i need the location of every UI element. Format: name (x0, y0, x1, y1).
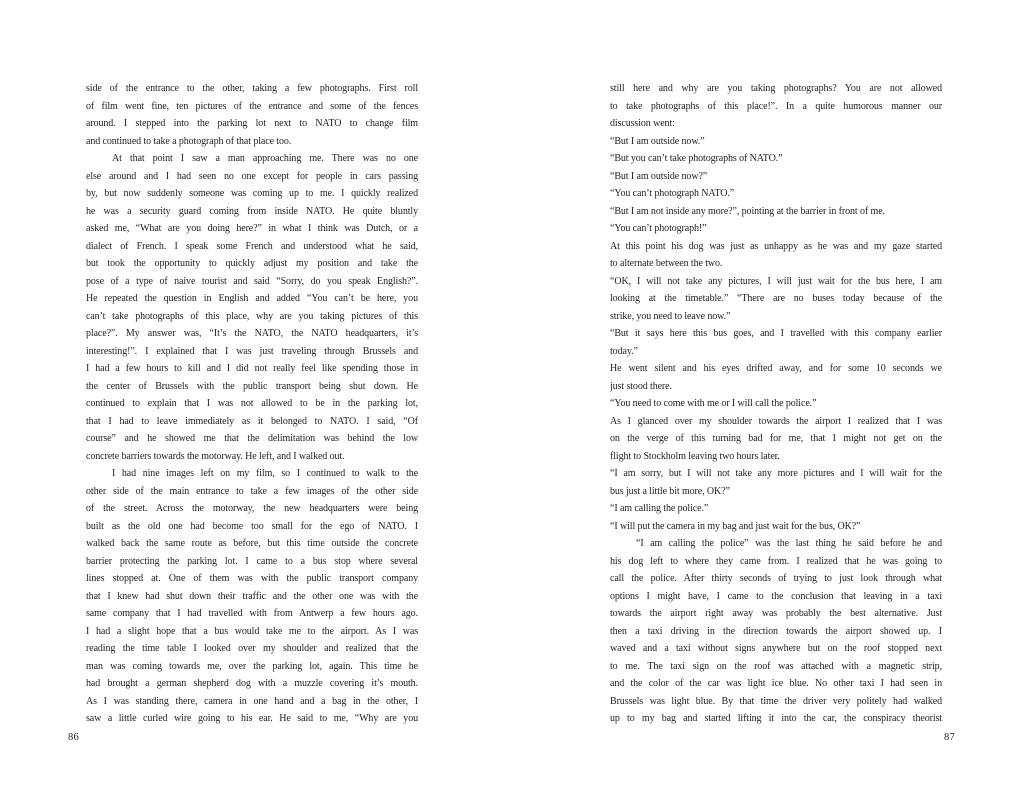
text-line: asked me, “What are you doing here?” in what I think was Dutch, or a (86, 223, 418, 234)
text-line: “But I am not inside any more?”, pointing at the barrier in front of me. (610, 205, 885, 217)
text-line: still here and why are you taking photographs? You are not allowed (610, 83, 942, 94)
text-line: “I am calling the police.” (610, 503, 709, 514)
text-line: side of the entrance to the other, taking a few photographs. First roll (86, 83, 418, 94)
text-line: to alternate between the two. (610, 258, 723, 269)
paragraph (610, 80, 942, 133)
paragraph (610, 535, 942, 728)
text-line: “I am calling the police” was the last thing he said before he and (636, 538, 942, 549)
paragraph (610, 500, 942, 518)
paragraph (610, 220, 942, 238)
text-line: that I knew had shut down their traffic and the other one was with the (86, 590, 418, 602)
text-line: “But I am outside now?” (610, 170, 708, 182)
text-line: “But I am outside now.” (610, 135, 705, 147)
text-line: “You need to come with me or I will call the police.” (610, 398, 817, 409)
text-line: “OK, I will not take any pictures, I will just wait for the bus here, I am (610, 275, 942, 287)
page-left-page-number: 86 (68, 732, 79, 743)
text-line: “You can’t photograph!” (610, 223, 707, 234)
paragraph (610, 133, 942, 151)
text-line: the center of Brussels with the public transport being shut down. He (86, 380, 418, 392)
paragraph (610, 518, 942, 536)
text-line: He repeated the question in English and added “You can’t be here, you (86, 293, 418, 304)
text-line: other side of the main entrance to take a few images of the other side (86, 485, 418, 497)
text-line: towards the airport right away was probably the best alternative. Just (610, 608, 942, 619)
paragraph (610, 465, 942, 500)
text-line: At this point his dog was just as unhappy as he was and my gaze started (610, 240, 942, 252)
text-line: on the verge of this turning bad for me, that I might not get on the (610, 433, 942, 444)
text-line: today.” (610, 345, 638, 357)
text-line: barrier protecting the parking lot. I came to a bus stop where several (86, 555, 418, 567)
paragraph (610, 395, 942, 413)
text-line: saw a little curled wire going to his ear. He said to me, “Why are you (86, 713, 418, 724)
text-line: place?”. My answer was, “It’s the NATO, the NATO headquarters, it’s (86, 328, 418, 339)
text-line: Brussels was light blue. By that time the driver very politely had walked (610, 695, 942, 707)
paragraph (610, 238, 942, 273)
paragraph (610, 413, 942, 466)
text-line: around. I stepped into the parking lot next to NATO to change film (86, 118, 418, 129)
text-line: walked back the same route as before, but this time outside the concrete (86, 538, 418, 549)
paragraph (610, 185, 942, 203)
text-line: options I might have, I came to the conclusion that leaving in a taxi (610, 590, 942, 602)
text-line: As I was standing there, camera in one hand and a bag in the other, I (86, 695, 418, 707)
text-line: I had nine images left on my film, so I continued to walk to the (112, 468, 418, 479)
text-line: and the color of the car was light ice blue. No other taxi I had seen in (610, 678, 942, 689)
text-line: At that point I saw a man approaching me. There was no one (112, 153, 418, 164)
text-line: to take photographs of this place!”. In a quite humorous manner our (610, 100, 942, 112)
text-line: interesting!”. I explained that I was just traveling through Brussels and (86, 345, 418, 357)
text-line: I had a slight hope that a bus would take me to the airport. As I was (86, 625, 418, 637)
text-line: his dog left to where they came from. I realized that he was going to (610, 555, 942, 567)
paragraph (610, 273, 942, 326)
text-line: “I am sorry, but I will not take any more pictures and I will wait for the (610, 468, 942, 479)
text-line: “But it says here this bus goes, and I travelled with this company earlier (610, 328, 942, 339)
text-line: same company that I had travelled with from Antwerp a few hours ago. (86, 608, 418, 619)
text-line: just stood there. (610, 380, 672, 392)
text-line: continued to explain that I was not allowed to be in the parking lot, (86, 398, 418, 409)
paragraph (610, 360, 942, 395)
text-line: built as the old one had become too small for the ego of NATO. I (86, 520, 418, 532)
text-line: bus just a little bit more, OK?” (610, 485, 730, 497)
text-line: up to my bag and started lifting it into the car, the conspiracy theorist (610, 713, 942, 724)
text-line: “I will put the camera in my bag and just wait for the bus, OK?” (610, 520, 861, 532)
text-line: had brought a german shepherd dog with a muzzle covering it’s mouth. (86, 678, 418, 689)
paragraph (610, 150, 942, 168)
text-line: He went silent and his eyes drifted away, and for some 10 seconds we (610, 363, 942, 374)
text-line: pose of a type of naive tourist and said “Sorry, do you speak English?”. (86, 275, 418, 287)
text-line: to me. The taxi sign on the roof was attached with a magnetic strip, (610, 660, 942, 672)
page-right-text-column (610, 80, 942, 728)
paragraph (610, 203, 942, 221)
text-line: and continued to take a photograph of that place too. (86, 135, 292, 147)
text-line: call the police. After thirty seconds of trying to just look through what (610, 573, 942, 584)
text-line: man was coming towards me, over the parking lot, again. This time he (86, 660, 418, 672)
text-line: else around and I had seen no one except for people in cars passing (86, 170, 418, 182)
text-line: by, but now suddenly someone was coming up to me. I quickly realized (86, 188, 418, 199)
text-line: I had a few hours to kill and I did not really feel like spending those in (86, 363, 418, 374)
page-right-page-number: 87 (944, 732, 955, 743)
text-line: lines stopped at. One of them was with the public transport company (86, 573, 418, 584)
text-line: “You can’t photograph NATO.” (610, 188, 735, 199)
text-line: As I glanced over my shoulder towards the airport I realized that I was (610, 415, 942, 427)
text-line: dialect of French. I speak some French and understood what he said, (86, 240, 418, 252)
text-line: concrete barriers towards the motorway. He left, and I walked out. (86, 450, 345, 462)
text-line: strike, you need to leave now.” (610, 310, 731, 322)
text-line: of film went fine, ten pictures of the entrance and some of the fences (86, 100, 418, 112)
text-line: of the street. Across the motorway, the new headquarters were being (86, 503, 418, 514)
text-line: “But you can’t take photographs of NATO.” (610, 153, 783, 164)
text-line: he was a security guard coming from inside NATO. He quite bluntly (86, 205, 418, 217)
text-line: course” and he showed me that the delimitation was behind the low (86, 433, 418, 444)
paragraph (610, 325, 942, 360)
text-line: that I had to leave immediately as it belonged to NATO. I said, “Of (86, 415, 418, 427)
text-line: flight to Stockholm leaving two hours later. (610, 450, 780, 462)
text-line: waved and a taxi without signs anywhere but on the roof stopped next (610, 643, 942, 654)
paragraph (610, 168, 942, 186)
text-line: looking at the timetable.” “There are no buses today because of the (610, 293, 942, 304)
text-line: but took the opportunity to quickly adjust my position and take the (86, 258, 418, 269)
text-line: then a taxi driving in the direction towards the airport showed up. I (610, 625, 942, 637)
text-line: can’t take photographs of this place, why are you taking pictures of this (86, 310, 418, 322)
text-line: discussion went: (610, 118, 675, 129)
text-line: reading the time table I looked over my shoulder and realized that the (86, 643, 418, 654)
